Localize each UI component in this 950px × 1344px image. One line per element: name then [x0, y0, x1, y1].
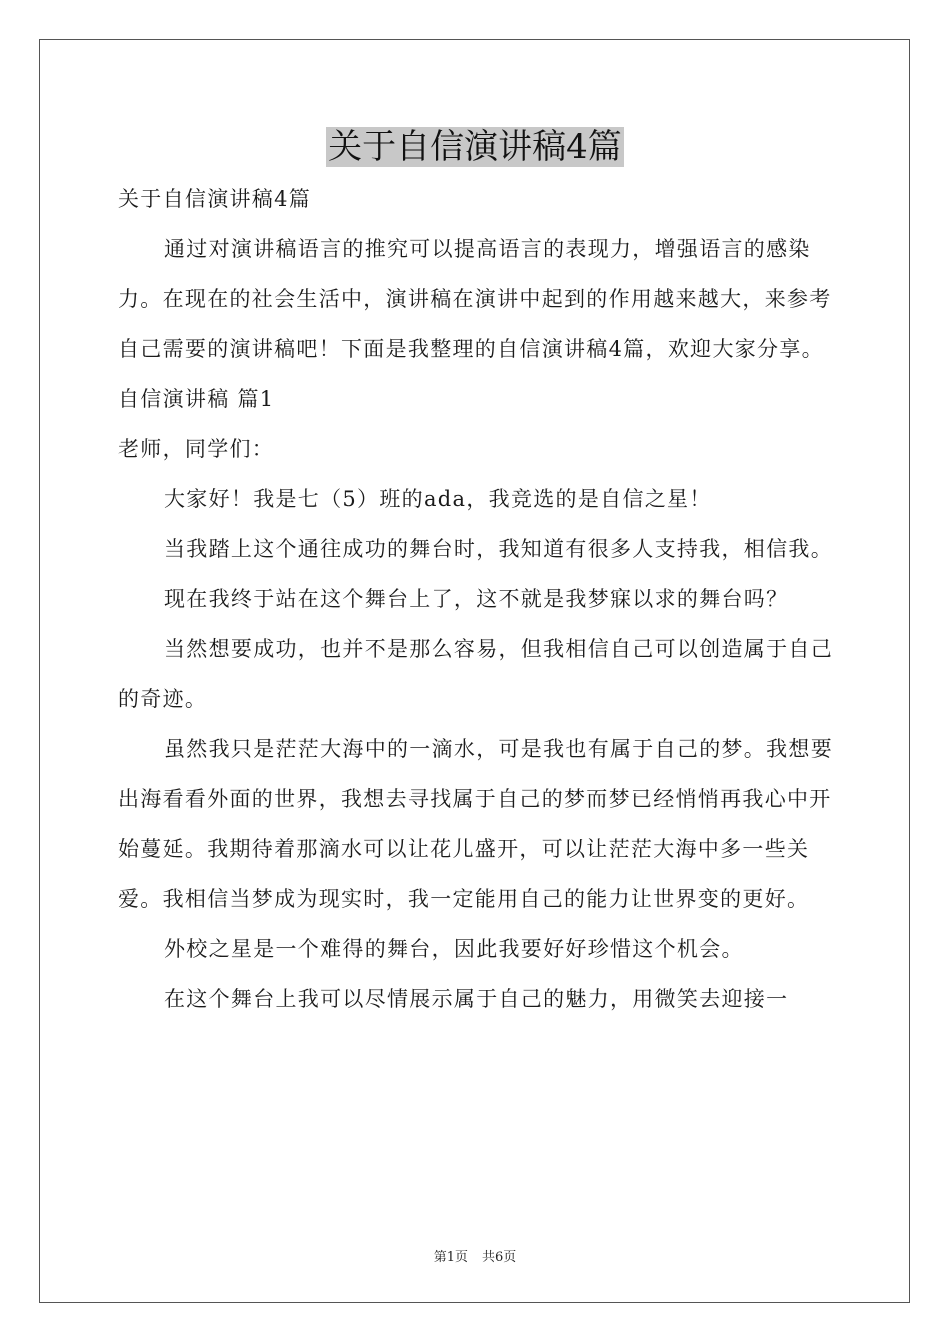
page-total: 共6页 [482, 1250, 517, 1265]
page-number: 第1页 [433, 1250, 468, 1265]
body-paragraph: 在这个舞台上我可以尽情展示属于自己的魅力，用微笑去迎接一 [164, 987, 789, 1011]
body-paragraph: 虽然我只是茫茫大海中的一滴水，可是我也有属于自己的梦。我想要出海看看外面的世界，我想去寻找属于自己的梦而梦已经悄悄再我心中开始蔓延。我期待着那滴水可以让花儿盛开，可以让茫茫大海中多一些关爱。我相信当梦成为现实时，我一定能用自己的能力让世界变的更好。 [118, 737, 833, 911]
intro-paragraph: 通过对演讲稿语言的推究可以提高语言的表现力，增强语言的感染力。在现在的社会生活中，演讲稿在演讲中起到的作用越来越大，来参考自己需要的演讲稿吧！下面是我整理的自信演讲稿4篇，欢迎大家分享。 [118, 237, 832, 361]
body-paragraph: 大家好！我是七（5）班的ada，我竞选的是自信之星！ [164, 487, 712, 511]
subtitle-line: 关于自信演讲稿4篇 [118, 187, 312, 211]
salutation: 老师，同学们： [118, 437, 275, 461]
document-title: 关于自信演讲稿4篇 [328, 127, 622, 167]
document-title-wrap [0, 125, 950, 169]
section-heading: 自信演讲稿 篇1 [118, 387, 275, 411]
body-paragraph: 当我踏上这个通往成功的舞台时，我知道有很多人支持我，相信我。 [164, 537, 833, 561]
document-body [118, 174, 834, 1024]
body-paragraph: 当然想要成功，也并不是那么容易，但我相信自己可以创造属于自己的奇迹。 [118, 637, 833, 711]
body-paragraph: 外校之星是一个难得的舞台，因此我要好好珍惜这个机会。 [164, 937, 744, 961]
body-paragraph: 现在我终于站在这个舞台上了，这不就是我梦寐以求的舞台吗？ [164, 587, 789, 611]
page-footer [0, 1246, 950, 1265]
